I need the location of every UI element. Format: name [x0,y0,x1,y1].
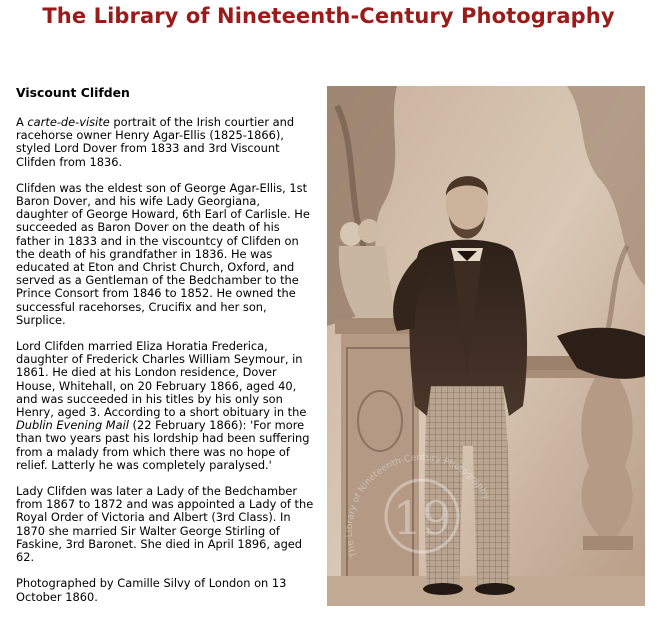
p3-post: (22 February 1866): 'For more than two years past his lordship had been suffering from a malady from which there was no hope of relief. Latterly he was completely paralysed.' [16,418,310,472]
portrait-photograph [327,86,645,606]
p1-pre: A [16,115,28,129]
watermark-text: The Library of Nineteenth-Century Photography [344,452,492,559]
paragraph-biography: Clifden was the eldest son of George Agar-Ellis, 1st Baron Dover, and his wife Lady Georgiana, daughter of George Howard, 6th Earl of Carlisle. He succeeded as Baron Dover on the death of his father in 1833 and in the viscountcy of Clifden on the death of his grandfather in 1836. He was educated at Eton and Christ Church, Oxford, and served as a Gentleman of the Bedchamber to the Prince Consort from 1846 to 1852. He owned the successful racehorses, Crucifix and her son, Surplice. [16,180,310,327]
site-title: The Library of Nineteenth-Century Photography [42,4,615,28]
p1-italic: carte-de-visite [27,115,110,129]
article-heading: Viscount Clifden [16,85,130,100]
watermark-logo [327,86,645,606]
p1-post: portrait of the Irish courtier and racehorse owner Henry Agar-Ellis (1825-1866), styled Lord Dover from 1833 and 3rd Viscount Clifden from 1836. [16,115,295,169]
paragraph-intro [16,116,314,169]
article-text [16,85,314,617]
watermark-numeral: 19 [392,491,452,545]
paragraph-lady-clifden: Lady Clifden was later a Lady of the Bedchamber from 1867 to 1872 and was appointed a Lady of the Royal Order of Victoria and Albert (3rd Class). In 1870 she married Sir Walter George Stirling of Faskine, 3rd Baronet. She died in April 1896, aged 62. [16,484,314,565]
p3-pre: Lord Clifden married Eliza Horatia Frederica, daughter of Frederick Charles William Seymour, in 1861. He died at his London residence, Dover House, Whitehall, on 20 February 1866, aged 40, and was succeeded in his titles by his only son Henry, aged 3. According to a short obituary in the [16,339,307,420]
paragraph-marriage-death [16,340,314,472]
p3-italic: Dublin Evening Mail [16,418,129,433]
paragraph-photographer: Photographed by Camille Silvy of London on 13 October 1860. [16,576,287,604]
